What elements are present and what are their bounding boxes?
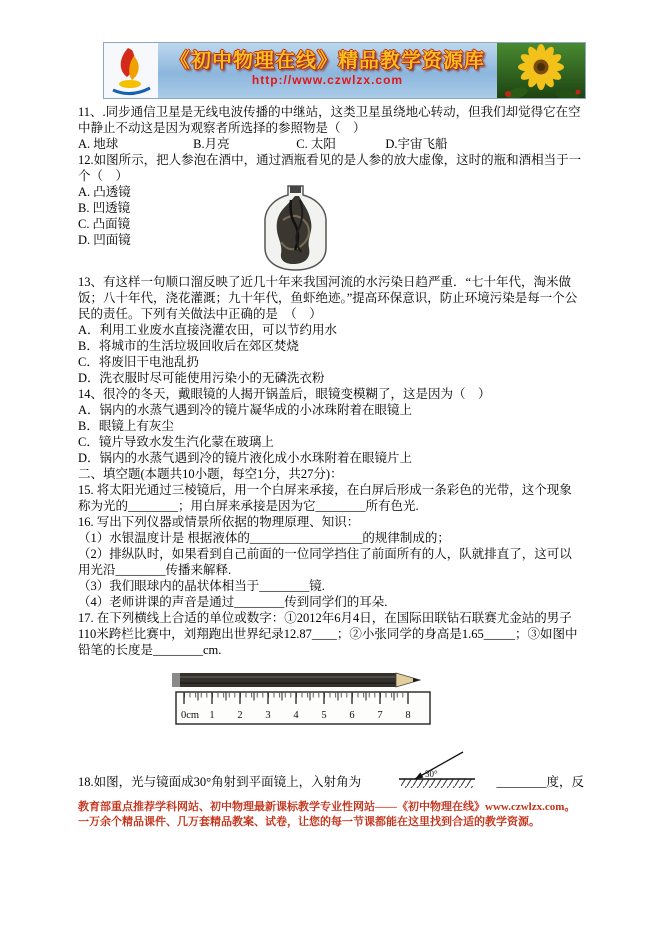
site-logo-icon — [104, 43, 158, 98]
ruler-label-2: 2 — [237, 710, 243, 721]
q14-option-b: B．眼镜上有灰尘 — [78, 419, 174, 433]
question-18-block — [78, 750, 584, 790]
question-18-text: 18.如图，光与镜面成30°角射到平面镜上，入射角为 — [78, 775, 362, 789]
question-15-text: 15. 将太阳光通过三棱镜后，用一个白屏来承接，在白屏后形成一条彩色的光带，这个现象称为光的________；用白屏来承接是因为它________所有色光. — [78, 483, 572, 513]
question-16-intro: 16. 写出下列仪器或情景所依据的物理原理、知识： — [78, 515, 360, 529]
exam-content — [78, 104, 584, 830]
ruler-figure — [170, 666, 584, 734]
sunflower-icon — [497, 43, 585, 98]
mirror-diagram — [395, 750, 479, 790]
ruler-label-5: 5 — [321, 710, 327, 721]
flame-logo-icon — [104, 43, 158, 98]
banner-text-area — [158, 43, 497, 98]
ruler-label-8: 8 — [405, 710, 411, 721]
question-11-text: 11、.同步通信卫星是无线电波传播的中继站，这类卫星虽绕地心转动，但我们却觉得它在空中静止不动这是因为观察者所选择的参照物是（ ） — [78, 105, 581, 135]
pencil-eraser — [172, 673, 180, 687]
q14-option-d: D．锅内的水蒸气遇到冷的镜片液化成小水珠附着在眼镜片上 — [78, 451, 413, 465]
q11-option-d: D.宇宙飞船 — [385, 137, 448, 151]
q11-option-c: C. 太阳 — [296, 137, 336, 151]
ginseng-bottle-image — [253, 184, 338, 274]
question-18-blank: ________度，反 — [496, 775, 584, 789]
section-2-heading: 二、填空题(本题共10小题，每空1分，共27分)： — [78, 467, 343, 481]
q11-option-a: A. 地球 — [78, 137, 119, 151]
footer-note: 教育部重点推荐学科网站、初中物理最新课标教学专业性网站——《初中物理在线》www.czwlzx.com。一万余个精品课件、几万套精品教案、试卷，让您的每一节课都能在这里找到合适的教学资源。 — [78, 801, 576, 828]
question-12-block — [78, 184, 584, 274]
question-14-text: 14、很冷的冬天，戴眼镜的人揭开锅盖后，眼镜变模糊了，这是因为（ ） — [78, 387, 491, 401]
question-12-text: 12.如图所示，把人参泡在酒中，通过酒瓶看见的是人参的放大虚像，这时的瓶和酒相当于一个（ ） — [78, 153, 582, 183]
q12-option-d: D. 凹面镜 — [78, 233, 131, 247]
question-12-options — [78, 184, 253, 248]
ruler-label-7: 7 — [377, 710, 383, 721]
q11-option-b: B.月亮 — [193, 137, 230, 151]
q12-option-a: A. 凸透镜 — [78, 185, 131, 199]
question-17-text: 17. 在下列横线上合适的单位或数字：①2012年6月4日，在国际田联钻石联赛尤金站的男子110米跨栏比赛中，刘翔跑出世界纪录12.87____；②小张同学的身高是1.65_____；③如图中铅笔的长度是________cm. — [78, 611, 578, 657]
ruler-label-4: 4 — [293, 710, 299, 721]
banner-url[interactable]: http://www.czwlzx.com — [251, 73, 404, 87]
sunflower-photo — [497, 43, 585, 98]
ruler-label-0: 0cm — [180, 710, 200, 721]
q16-part-3: （3）我们眼球内的晶状体相当于________镜. — [78, 579, 325, 593]
site-banner — [103, 42, 586, 99]
incident-ray — [415, 752, 463, 779]
q12-option-c: C. 凸面镜 — [78, 217, 131, 231]
q14-option-a: A．锅内的水蒸气遇到冷的镜片凝华成的小冰珠附着在眼镜上 — [78, 403, 413, 417]
q16-part-1: （1）水银温度计是 根据液体的__________________的规律制成的； — [78, 531, 450, 545]
pencil-body — [180, 673, 396, 687]
q14-option-c: C．镜片导致水发生汽化蒙在玻璃上 — [78, 435, 274, 449]
q12-option-b: B. 凹透镜 — [78, 201, 131, 215]
ruler-pencil-image — [170, 666, 442, 730]
question-13-text: 13、有这样一句顺口溜反映了近几十年来我国河流的水污染日趋严重．“七十年代，淘米做饭；八十年代，浇花灌溉；九十年代，鱼虾绝迹。”提高环保意识，防止环境污染是每一个公民的责任。下列有关做法中正确的是 （ ） — [78, 275, 578, 321]
banner-title: 《初中物理在线》精品教学资源库 — [170, 50, 485, 72]
ruler-label-1: 1 — [209, 710, 215, 721]
q13-option-d: D．洗衣服时尽可能使用污染小的无磷洗衣粉 — [78, 371, 325, 385]
q13-option-a: A．利用工业废水直接浇灌农田，可以节约用水 — [78, 323, 338, 337]
ray-arrowhead — [415, 772, 423, 779]
q13-option-b: B．将城市的生活垃圾回收后在郊区焚烧 — [78, 339, 299, 353]
ruler-label-6: 6 — [349, 710, 355, 721]
q16-part-4: （4）老师讲课的声音是通过________传到同学们的耳朵. — [78, 595, 388, 609]
q16-part-2: （2）排纵队时，如果看到自己前面的一位同学挡住了前面所有的人，队就排直了，这可以用光沿________传播来解释. — [78, 547, 572, 577]
question-11-options — [78, 136, 584, 152]
angle-label: 30° — [425, 769, 438, 779]
ruler-label-3: 3 — [265, 710, 271, 721]
q13-option-c: C．将废旧干电池乱扔 — [78, 355, 199, 369]
